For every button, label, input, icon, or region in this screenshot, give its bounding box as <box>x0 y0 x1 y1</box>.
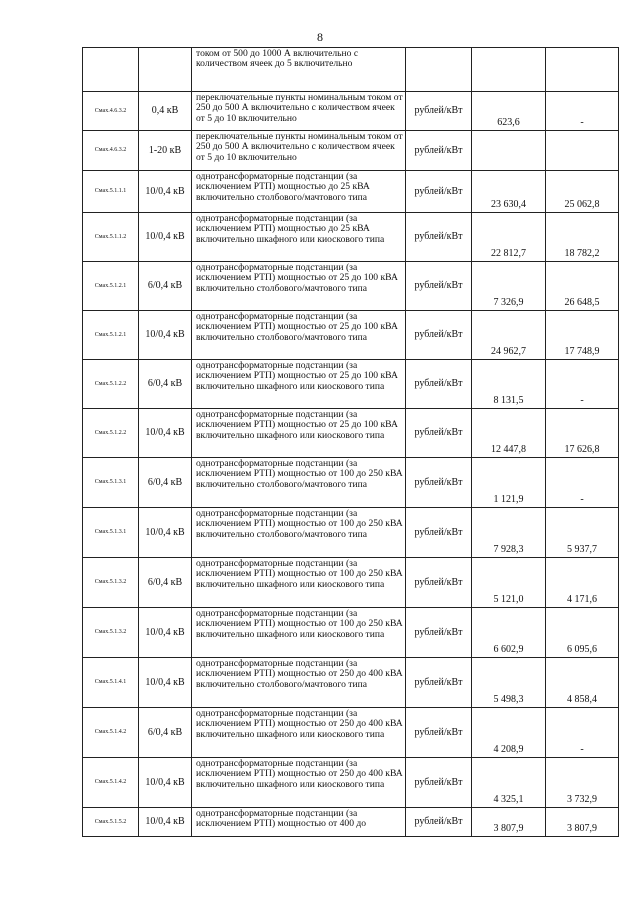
unit-cell: рублей/кВт <box>406 409 472 458</box>
unit-cell: рублей/кВт <box>406 92 472 131</box>
voltage-cell: 10/0,4 кВ <box>139 311 192 360</box>
rate-value-1-cell: 22 812,7 <box>472 213 546 262</box>
unit-cell: рублей/кВт <box>406 213 472 262</box>
voltage-cell: 6/0,4 кВ <box>139 708 192 758</box>
rate-value-1-cell: 23 630,4 <box>472 171 546 213</box>
unit-cell: рублей/кВт <box>406 558 472 608</box>
table-row <box>83 658 619 708</box>
voltage-cell: 6/0,4 кВ <box>139 262 192 311</box>
tariff-code-cell: Смах.5.1.3.1 <box>83 458 139 508</box>
rate-value-2-cell <box>546 131 619 171</box>
tariff-code-cell: Смах.4.6.3.2 <box>83 92 139 131</box>
description-cell: переключательные пункты номинальным током от 250 до 500 А включительно с количеством ячеек от 5 до 10 включительно <box>192 92 406 131</box>
rate-value-1-cell: 4 325,1 <box>472 758 546 808</box>
voltage-cell: 10/0,4 кВ <box>139 808 192 837</box>
rate-value-2-cell: 17 626,8 <box>546 409 619 458</box>
rate-value-2-cell: - <box>546 92 619 131</box>
tariff-code-cell: Смах.5.1.1.1 <box>83 171 139 213</box>
rate-value-2-cell: 5 937,7 <box>546 508 619 558</box>
tariff-code-cell: Смах.5.1.1.2 <box>83 213 139 262</box>
description-cell: однотрансформаторные подстанции (за исключением РТП) мощностью от 25 до 100 кВА включительно шкафного или киоскового типа <box>192 360 406 409</box>
unit-cell: рублей/кВт <box>406 458 472 508</box>
description-cell: однотрансформаторные подстанции (за исключением РТП) мощностью от 400 до <box>192 808 406 837</box>
rate-value-1-cell <box>472 48 546 92</box>
table-row <box>83 758 619 808</box>
table-row <box>83 213 619 262</box>
voltage-cell: 1-20 кВ <box>139 131 192 171</box>
rate-value-1-cell <box>472 131 546 171</box>
rate-value-2-cell: 3 807,9 <box>546 808 619 837</box>
unit-cell: рублей/кВт <box>406 171 472 213</box>
rate-value-2-cell <box>546 48 619 92</box>
rate-value-2-cell: 3 732,9 <box>546 758 619 808</box>
description-cell: однотрансформаторные подстанции (за исключением РТП) мощностью от 100 до 250 кВА включительно шкафного или киоскового типа <box>192 558 406 608</box>
tariff-code-cell: Смах.5.1.3.1 <box>83 508 139 558</box>
description-cell: однотрансформаторные подстанции (за исключением РТП) мощностью до 25 кВА включительно шкафного или киоскового типа <box>192 213 406 262</box>
table-row <box>83 311 619 360</box>
rate-value-2-cell: 4 858,4 <box>546 658 619 708</box>
rates-table <box>82 47 619 837</box>
description-cell: однотрансформаторные подстанции (за исключением РТП) мощностью от 100 до 250 кВА включительно столбового/мачтового типа <box>192 458 406 508</box>
tariff-code-cell: Смах.5.1.2.2 <box>83 409 139 458</box>
table-row <box>83 262 619 311</box>
rate-value-1-cell: 7 326,9 <box>472 262 546 311</box>
rate-value-2-cell: - <box>546 458 619 508</box>
voltage-cell: 10/0,4 кВ <box>139 608 192 658</box>
unit-cell: рублей/кВт <box>406 360 472 409</box>
rate-value-1-cell: 5 498,3 <box>472 658 546 708</box>
rate-value-1-cell: 5 121,0 <box>472 558 546 608</box>
unit-cell: рублей/кВт <box>406 808 472 837</box>
voltage-cell: 0,4 кВ <box>139 92 192 131</box>
voltage-cell: 10/0,4 кВ <box>139 508 192 558</box>
voltage-cell: 10/0,4 кВ <box>139 171 192 213</box>
rate-value-1-cell: 3 807,9 <box>472 808 546 837</box>
description-cell: однотрансформаторные подстанции (за исключением РТП) мощностью от 250 до 400 кВА включительно шкафного или киоскового типа <box>192 708 406 758</box>
rate-value-1-cell: 6 602,9 <box>472 608 546 658</box>
voltage-cell: 10/0,4 кВ <box>139 213 192 262</box>
rate-value-2-cell: 18 782,2 <box>546 213 619 262</box>
table-row <box>83 808 619 837</box>
voltage-cell <box>139 48 192 92</box>
description-cell: однотрансформаторные подстанции (за исключением РТП) мощностью от 25 до 100 кВА включительно столбового/мачтового типа <box>192 262 406 311</box>
voltage-cell: 10/0,4 кВ <box>139 658 192 708</box>
table-row <box>83 92 619 131</box>
rate-value-1-cell: 7 928,3 <box>472 508 546 558</box>
rate-value-2-cell: - <box>546 708 619 758</box>
page-number: 8 <box>317 30 323 44</box>
voltage-cell: 6/0,4 кВ <box>139 558 192 608</box>
rate-value-1-cell: 4 208,9 <box>472 708 546 758</box>
table-row <box>83 708 619 758</box>
unit-cell: рублей/кВт <box>406 508 472 558</box>
unit-cell: рублей/кВт <box>406 708 472 758</box>
table-row <box>83 131 619 171</box>
rate-value-2-cell: 17 748,9 <box>546 311 619 360</box>
rate-value-2-cell: 25 062,8 <box>546 171 619 213</box>
description-cell: однотрансформаторные подстанции (за исключением РТП) мощностью от 250 до 400 кВА включительно шкафного или киоскового типа <box>192 758 406 808</box>
voltage-cell: 10/0,4 кВ <box>139 758 192 808</box>
tariff-code-cell: Смах.5.1.2.1 <box>83 311 139 360</box>
rate-value-2-cell: 26 648,5 <box>546 262 619 311</box>
rate-value-2-cell: 6 095,6 <box>546 608 619 658</box>
unit-cell: рублей/кВт <box>406 758 472 808</box>
rate-value-1-cell: 24 962,7 <box>472 311 546 360</box>
unit-cell: рублей/кВт <box>406 658 472 708</box>
table-row <box>83 508 619 558</box>
description-cell: переключательные пункты номинальным током от 250 до 500 А включительно с количеством ячеек от 5 до 10 включительно <box>192 131 406 171</box>
table-row <box>83 608 619 658</box>
unit-cell <box>406 48 472 92</box>
unit-cell: рублей/кВт <box>406 608 472 658</box>
tariff-code-cell: Смах.5.1.5.2 <box>83 808 139 837</box>
rate-value-1-cell: 8 131,5 <box>472 360 546 409</box>
unit-cell: рублей/кВт <box>406 262 472 311</box>
table-row <box>83 48 619 92</box>
rate-value-2-cell: 4 171,6 <box>546 558 619 608</box>
table-row <box>83 458 619 508</box>
rate-value-1-cell: 1 121,9 <box>472 458 546 508</box>
tariff-code-cell: Смах.5.1.4.1 <box>83 658 139 708</box>
description-cell: однотрансформаторные подстанции (за исключением РТП) мощностью от 250 до 400 кВА включительно столбового/мачтового типа <box>192 658 406 708</box>
description-cell: однотрансформаторные подстанции (за исключением РТП) мощностью до 25 кВА включительно столбового/мачтового типа <box>192 171 406 213</box>
tariff-code-cell: Смах.5.1.3.2 <box>83 608 139 658</box>
tariff-code-cell: Смах.5.1.3.2 <box>83 558 139 608</box>
description-cell: однотрансформаторные подстанции (за исключением РТП) мощностью от 25 до 100 кВА включительно столбового/мачтового типа <box>192 311 406 360</box>
tariff-code-cell: Смах.5.1.2.2 <box>83 360 139 409</box>
description-cell: однотрансформаторные подстанции (за исключением РТП) мощностью от 100 до 250 кВА включительно столбового/мачтового типа <box>192 508 406 558</box>
rate-value-2-cell: - <box>546 360 619 409</box>
description-cell: однотрансформаторные подстанции (за исключением РТП) мощностью от 25 до 100 кВА включительно шкафного или киоскового типа <box>192 409 406 458</box>
voltage-cell: 6/0,4 кВ <box>139 458 192 508</box>
unit-cell: рублей/кВт <box>406 311 472 360</box>
tariff-code-cell: Смах.4.6.3.2 <box>83 131 139 171</box>
description-cell: током от 500 до 1000 А включительно с количеством ячеек до 5 включительно <box>192 48 406 92</box>
rate-value-1-cell: 12 447,8 <box>472 409 546 458</box>
voltage-cell: 6/0,4 кВ <box>139 360 192 409</box>
table-row <box>83 558 619 608</box>
voltage-cell: 10/0,4 кВ <box>139 409 192 458</box>
tariff-code-cell: Смах.5.1.4.2 <box>83 708 139 758</box>
rates-table-body <box>83 48 619 837</box>
tariff-code-cell <box>83 48 139 92</box>
description-cell: однотрансформаторные подстанции (за исключением РТП) мощностью от 100 до 250 кВА включительно шкафного или киоскового типа <box>192 608 406 658</box>
table-row <box>83 360 619 409</box>
tariff-code-cell: Смах.5.1.4.2 <box>83 758 139 808</box>
table-row <box>83 409 619 458</box>
tariff-code-cell: Смах.5.1.2.1 <box>83 262 139 311</box>
unit-cell: рублей/кВт <box>406 131 472 171</box>
rate-value-1-cell: 623,6 <box>472 92 546 131</box>
table-row <box>83 171 619 213</box>
